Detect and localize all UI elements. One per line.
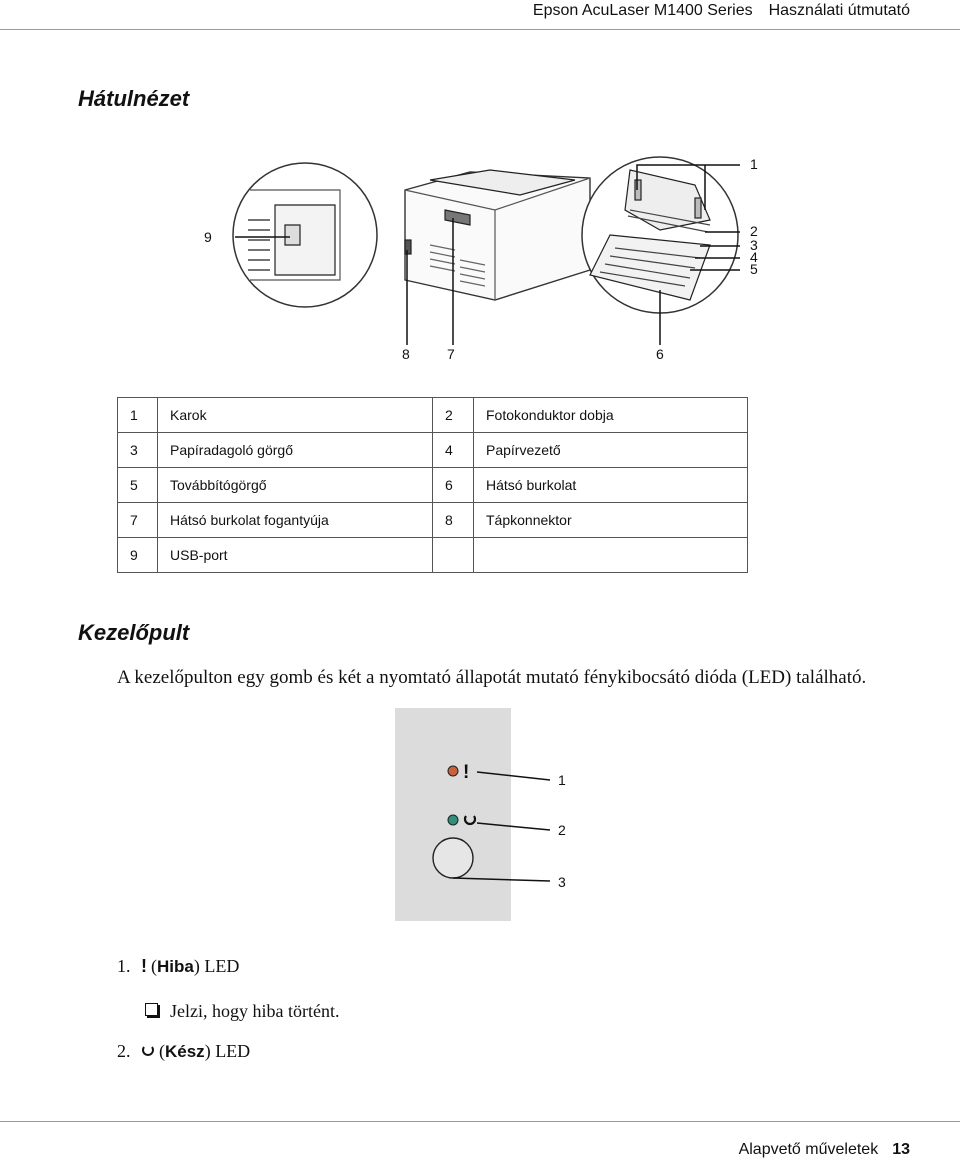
footer-section: Alapvető műveletek [738,1141,879,1158]
list-item-description: Jelzi, hogy hiba történt. [170,1001,340,1021]
list-item-bullet [145,1001,339,1022]
header-text [533,2,910,20]
rear-view-illustration [190,150,780,365]
list-item-suffix: LED [215,1041,251,1061]
table-row [118,433,748,468]
part-number: 6 [433,468,474,503]
part-label [474,538,748,573]
panel-button [433,838,473,878]
list-item: 2. (Kész) LED [117,1041,251,1061]
callout-4: 4 [750,249,758,265]
part-label: Papírvezető [474,433,748,468]
part-label: Hátsó burkolat fogantyúja [158,503,433,538]
part-number: 7 [118,503,158,538]
part-label: Tápkonnektor [474,503,748,538]
part-number: 5 [118,468,158,503]
header-product: Epson AcuLaser M1400 Series [532,2,753,19]
part-label: Továbbítógörgő [158,468,433,503]
callout-2: 2 [750,223,758,239]
part-number [433,538,474,573]
page-header [0,0,960,30]
table-row [118,503,748,538]
callout-9: 9 [204,229,212,245]
part-label: Papíradagoló görgő [158,433,433,468]
part-number: 9 [118,538,158,573]
list-item-suffix: LED [204,956,240,976]
page-footer [739,1141,910,1159]
panel-callout-1: 1 [558,772,566,788]
callout-5: 5 [750,261,758,277]
section-title-rear-view: Hátulnézet [78,86,190,111]
callout-7: 7 [447,346,455,362]
callout-3: 3 [750,237,758,253]
callout-8: 8 [402,346,410,362]
table-row [118,398,748,433]
callout-6: 6 [656,346,664,362]
page-number: 13 [892,1141,910,1158]
list-item-name: Kész [165,1042,205,1061]
list-item: 1. ! (Hiba) LED [117,956,240,976]
list-item-number: 1. [117,956,131,976]
control-panel-intro: A kezelőpulton egy gomb és két a nyomtató állapotát mutató fénykibocsátó dióda (LED) található. [117,667,867,688]
part-number: 3 [118,433,158,468]
callout-1: 1 [750,156,758,172]
part-number: 8 [433,503,474,538]
part-number: 2 [433,398,474,433]
error-icon: ! [141,956,147,976]
table-row [118,468,748,503]
part-label: Karok [158,398,433,433]
ready-led [448,815,458,825]
error-led-symbol: ! [463,762,470,783]
error-led [448,766,458,776]
ready-icon [141,1044,155,1058]
panel-callout-2: 2 [558,822,566,838]
control-panel-illustration [395,708,595,923]
panel-callout-3: 3 [558,874,566,890]
list-item-name: Hiba [157,957,194,976]
table-row [118,538,748,573]
part-label: Fotokonduktor dobja [474,398,748,433]
rear-parts-table [117,397,748,573]
part-number: 4 [433,433,474,468]
page-footer-divider [0,1121,960,1122]
power-connector-shape [405,240,411,254]
usb-port-shape [285,225,300,245]
part-number: 1 [118,398,158,433]
part-label: Hátsó burkolat [474,468,748,503]
list-item-number: 2. [117,1041,131,1061]
header-guide: Használati útmutató [768,2,910,19]
part-label: USB-port [158,538,433,573]
section-title-control-panel: Kezelőpult [78,620,190,645]
checkbox-bullet-icon [145,1003,158,1016]
